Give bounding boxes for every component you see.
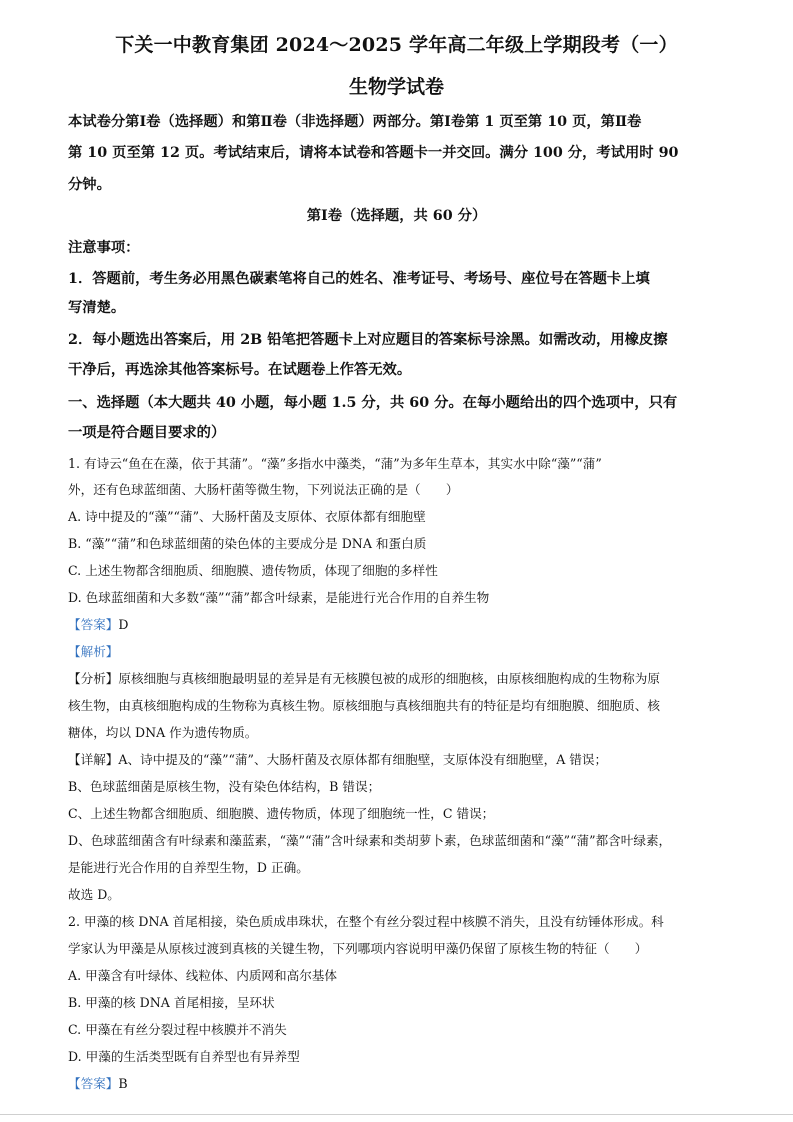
option-c: C. 上述生物都含细胞质、细胞膜、遗传物质，体现了细胞的多样性 xyxy=(68,563,438,578)
page-bottom-rule xyxy=(0,1114,793,1115)
option-a: A. 甲藻含有叶绿体、线粒体、内质网和高尔基体 xyxy=(68,968,337,983)
question-stem: 学家认为甲藻是从原核过渡到真核的关键生物，下列哪项内容说明甲藻仍保留了原核生物的特征（ ） xyxy=(68,941,648,956)
part-heading: 一项是符合题目要求的） xyxy=(68,425,226,441)
option-c: C. 甲藻在有丝分裂过程中核膜并不消失 xyxy=(68,1022,287,1037)
note-line: 1．答题前，考生务必用黑色碳素笔将自己的姓名、准考证号、考场号、座位号在答题卡上填 xyxy=(68,271,650,287)
answer-tag: 【答案】 xyxy=(68,617,119,632)
answer-line xyxy=(68,1075,730,1093)
detail-line: D、色球蓝细菌含有叶绿素和藻蓝素，“藻”“蒲”含叶绿素和类胡萝卜素，色球蓝细菌和“藻”“蒲”都含叶绿素， xyxy=(68,833,672,848)
answer-tag: 【答案】 xyxy=(68,1076,119,1091)
answer-line xyxy=(68,616,730,634)
option-b: B. “藻”“蒲”和色球蓝细菌的染色体的主要成分是 DNA 和蛋白质 xyxy=(68,536,427,551)
option-b: B. 甲藻的核 DNA 首尾相接，呈环状 xyxy=(68,995,275,1010)
exam-subtitle: 生物学试卷 xyxy=(348,76,444,98)
note-line: 2．每小题选出答案后，用 2B 铅笔把答题卡上对应题目的答案标号涂黑。如需改动，用橡皮擦 xyxy=(68,332,668,348)
note-line: 写清楚。 xyxy=(68,300,126,316)
part-heading: 一、选择题（本大题共 40 小题，每小题 1.5 分，共 60 分。在每小题给出的四个选项中，只有 xyxy=(68,395,678,411)
analysis-label: 【分析】 xyxy=(68,671,119,686)
detail-line: B、色球蓝细菌是原核生物，没有染色体结构，B 错误； xyxy=(68,779,381,794)
option-a: A. 诗中提及的“藻”“蒲”、大肠杆菌及支原体、衣原体都有细胞壁 xyxy=(68,509,426,524)
intro-line: 第 10 页至第 12 页。考试结束后，请将本试卷和答题卡一并交回。满分 100 分，考试用时 90 xyxy=(68,145,679,161)
notes-heading: 注意事项： xyxy=(68,240,140,256)
analysis-line: 【分析】原核细胞与真核细胞最明显的差异是有无核膜包被的成形的细胞核，由原核细胞构成的生物称为原 xyxy=(68,671,660,686)
question-stem: 外，还有色球蓝细菌、大肠杆菌等微生物，下列说法正确的是（ ） xyxy=(68,482,459,497)
intro-line: 分钟。 xyxy=(68,177,111,193)
question-stem: 2. 甲藻的核 DNA 首尾相接，染色质成串珠状，在整个有丝分裂过程中核膜不消失，且没有纺锤体形成。科 xyxy=(68,914,664,929)
exam-title: 下关一中教育集团 2024～2025 学年高二年级上学期段考（一） xyxy=(115,34,678,56)
detail-line: C、上述生物都含细胞质、细胞膜、遗传物质，体现了细胞统一性，C 错误； xyxy=(68,806,495,821)
intro-line: 本试卷分第Ⅰ卷（选择题）和第Ⅱ卷（非选择题）两部分。第Ⅰ卷第 1 页至第 10 页，第Ⅱ卷 xyxy=(68,114,642,130)
detail-line: 【详解】A、诗中提及的“藻”“蒲”、大肠杆菌及衣原体都有细胞壁，支原体没有细胞壁，A 错误； xyxy=(68,752,608,767)
section-heading: 第Ⅰ卷（选择题，共 60 分） xyxy=(306,208,487,224)
option-d: D. 色球蓝细菌和大多数“藻”“蒲”都含叶绿素，是能进行光合作用的自养生物 xyxy=(68,590,490,605)
detail-line: 是能进行光合作用的自养型生物，D 正确。 xyxy=(68,860,309,875)
note-line: 干净后，再选涂其他答案标号。在试题卷上作答无效。 xyxy=(68,362,412,378)
detail-line: 故选 D。 xyxy=(68,887,120,902)
detail-label: 【详解】 xyxy=(68,752,119,767)
question-stem: 1. 有诗云“鱼在在藻，依于其蒲”。“藻”多指水中藻类，“蒲”为多年生草本，其实水中除“藻”“蒲” xyxy=(68,456,602,471)
answer-value: B xyxy=(118,1076,128,1091)
analysis-line: 核生物，由真核细胞构成的生物称为真核生物。原核细胞与真核细胞共有的特征是均有细胞膜、细胞质、核 xyxy=(68,698,660,713)
analysis-tag: 【解析】 xyxy=(68,644,119,659)
answer-value: D xyxy=(118,617,129,632)
option-d: D. 甲藻的生活类型既有自养型也有异养型 xyxy=(68,1049,300,1064)
analysis-line: 糖体，均以 DNA 作为遗传物质。 xyxy=(68,725,258,740)
